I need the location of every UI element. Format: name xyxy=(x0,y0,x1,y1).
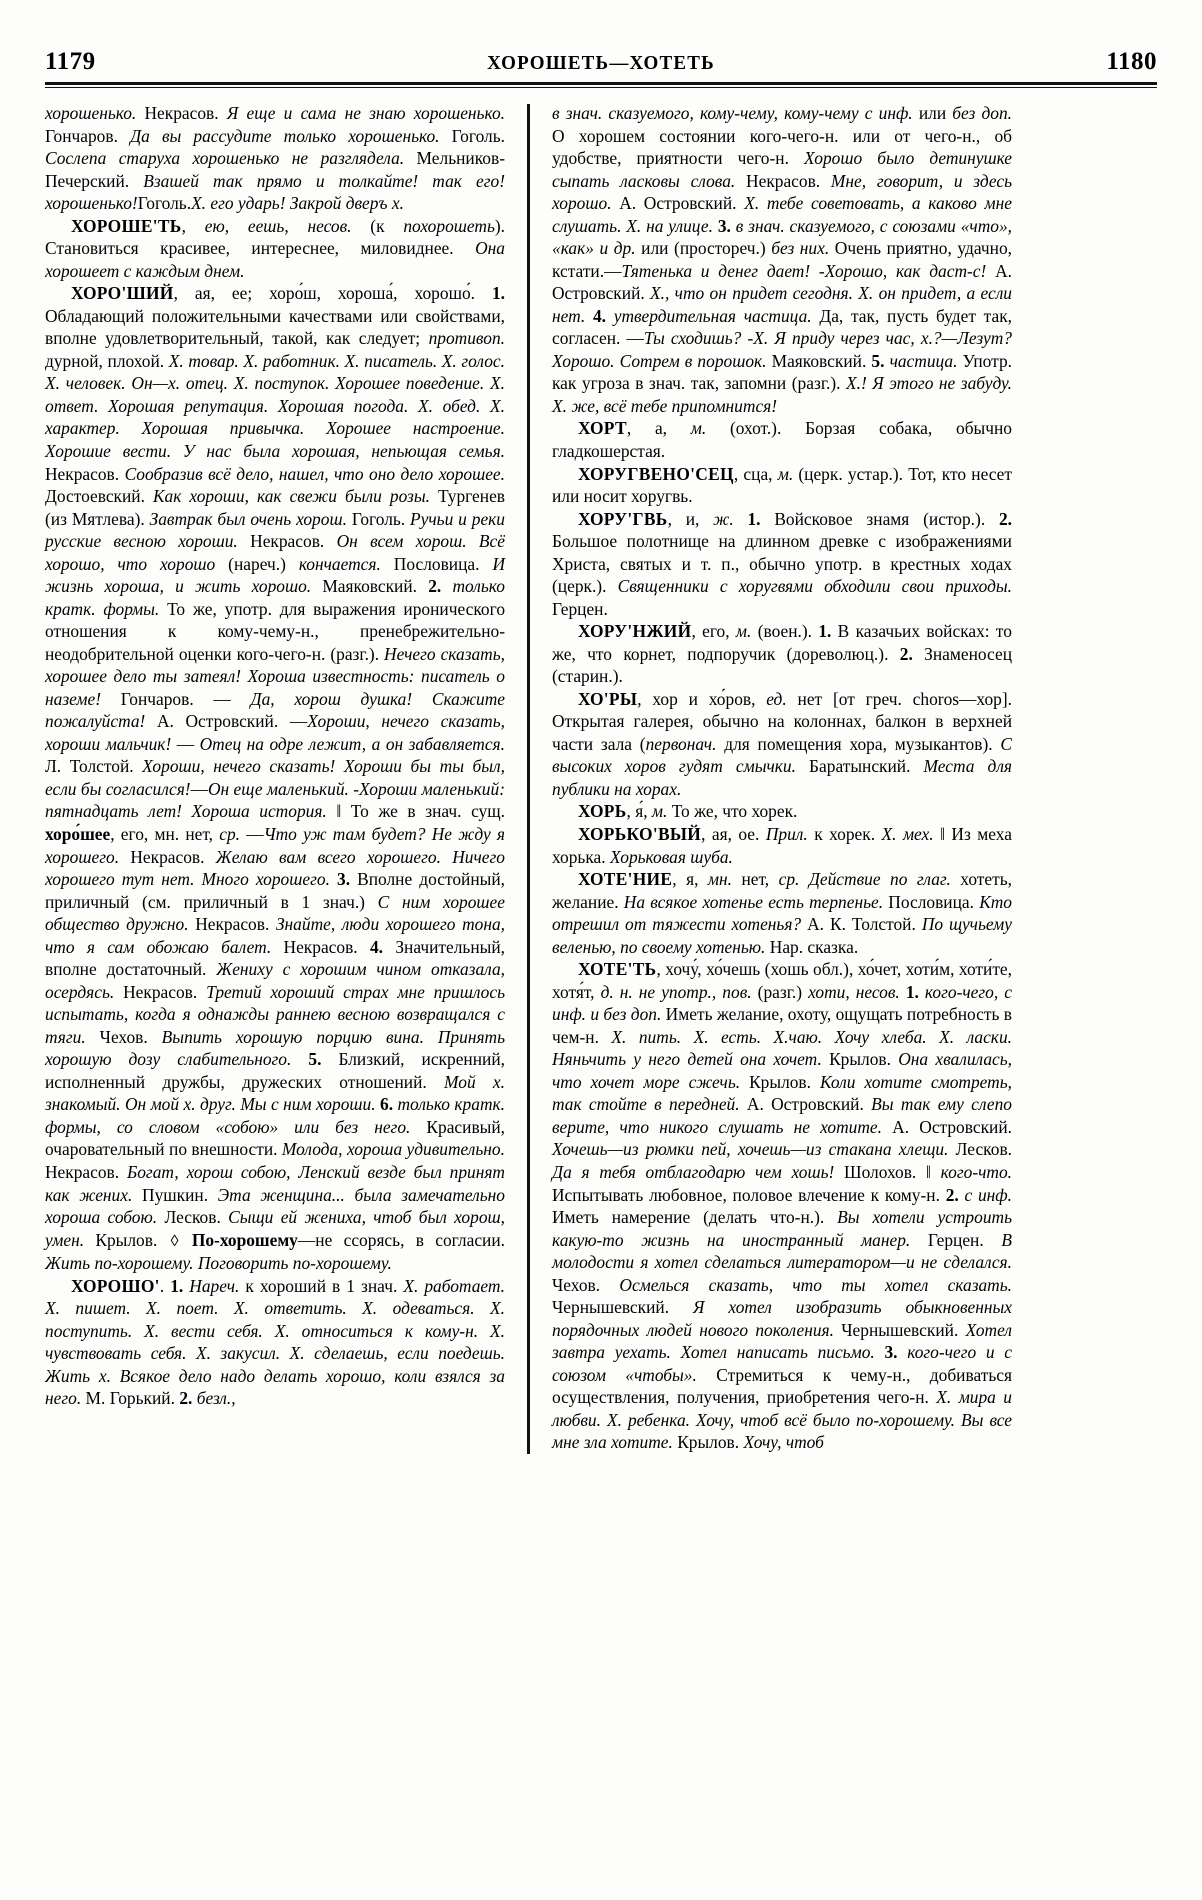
text-run: кончается. xyxy=(298,553,381,574)
text-run: Х.! Я этого не забуду. Х. же, всё тебе припомнится! xyxy=(552,373,1012,416)
text-run: Большое полотнище на длинном древке с изображениями Христа, святых и т. п., обычно употр. в крестных ходах (церк.). xyxy=(552,531,1012,597)
text-run: Пословица. xyxy=(380,553,493,574)
text-run: В молодости я хотел сделаться литератором—и не сделался. xyxy=(552,1229,1012,1273)
text-run: Сослепа старуха хорошенько не разглядела. xyxy=(45,148,405,169)
text-run: Близкий, искренний, исполненный дружбы, дружеских отношений. xyxy=(45,1049,505,1092)
headword: ХОРТ xyxy=(578,418,627,439)
text-run: С ним хорошее общество дружно. xyxy=(45,891,505,935)
text-run: ‖ Из меха хорька. xyxy=(552,824,1012,867)
text-run: Вы так ему слепо верите, что никого слушать не хотите. xyxy=(552,1094,1012,1137)
entry-continuation xyxy=(45,102,505,215)
text-run: С высоких хоров гудят смычки. xyxy=(552,733,1012,777)
text-run: Нечего сказать, хорошее дело ты затеял! Хороша известность: писатель о наземе! xyxy=(45,643,505,709)
text-run: (разг.) xyxy=(751,981,809,1002)
text-run: хоти, несов. xyxy=(808,981,900,1002)
text-run: Ручьи и реки русские весною хороши. xyxy=(45,508,505,552)
column-right xyxy=(530,102,1012,1454)
text-run: к хорек. xyxy=(807,824,882,844)
text-run: 1. xyxy=(491,283,505,304)
text-run: или (простореч.) xyxy=(635,238,772,259)
text-run: Желаю вам всего хорошего. Ничего хорошего тут нет. Много хорошего. xyxy=(45,846,505,890)
text-run: — xyxy=(190,778,208,799)
text-run: Хорошо было детинушке сыпать ласковы слова. xyxy=(552,148,1012,191)
text-run: Хороши, нечего сказать! Хороши бы ты был, если бы согласился! xyxy=(45,756,505,799)
text-run: ед. xyxy=(766,688,787,709)
text-run: с инф. xyxy=(964,1184,1012,1205)
text-run: 2. xyxy=(899,643,913,664)
dictionary-entry xyxy=(552,823,1012,868)
text-run: Мельников-Печерский. xyxy=(45,148,505,191)
text-run: Хочу, чтоб xyxy=(743,1432,824,1453)
text-run: Некрасов. xyxy=(45,1161,127,1182)
text-run: Мой х. знакомый. Он мой х. друг. Мы с ним хороши. xyxy=(45,1071,505,1115)
text-run: Лесков. xyxy=(948,1139,1013,1160)
text-run: А. Островский. xyxy=(739,1094,872,1115)
text-run: , хор и хо́ров, xyxy=(637,688,767,709)
text-run: Крылов. xyxy=(672,1432,744,1453)
text-run: , я́, xyxy=(626,801,652,822)
text-run: м. xyxy=(690,418,707,439)
folio-left: 1179 xyxy=(45,48,96,75)
text-run xyxy=(441,576,452,596)
text-run xyxy=(875,1342,885,1362)
text-run: для помещения хора, музыкантов). xyxy=(716,733,1001,754)
headword: ХОРОШЕ'ТЬ xyxy=(71,215,182,236)
dictionary-entry xyxy=(552,463,1012,508)
text-run: в знач. сказуемого, кому-чему, кому-чему с инф. xyxy=(552,103,913,123)
text-run: Сыщи ей жениха, чтоб был хорош, умен. xyxy=(45,1207,505,1250)
text-run: Вы хотели устроить какую-то жизнь на иностранный манер. xyxy=(552,1207,1012,1250)
text-run: Гончаров. — xyxy=(101,688,251,709)
text-run: Очень приятно, удачно, кстати.— xyxy=(552,238,1012,281)
header-rule xyxy=(45,82,1157,88)
text-run: Х. товар. Х. работник. Х. писатель. Х. голос. Х. человек. Он—х. отец. Х. поступок. Хорошее поведение. Х. ответ. Хорошая репутация. Хорошая погода. Х. обед. Х. характер. Хорошая привычка. Хорошее настроение. Хорошие вести. У нас была хорошая, непьющая семья. xyxy=(45,350,505,461)
text-run: В казачьих войсках: то же, что корнет, подпоручик (дореволюц.). xyxy=(552,621,1013,664)
text-run: Некрасов. xyxy=(237,531,337,552)
text-run: А. К. Толстой. xyxy=(801,914,922,935)
text-run: Сообразив всё дело, нашел, что оно дело хорошее. xyxy=(124,463,505,484)
text-run: Испытывать любовное, половое влечение к кому-н. xyxy=(552,1184,946,1205)
text-run: Обладающий положительными качествами или свойствами, вполне удовлетворительный, такой, как следует; xyxy=(45,305,505,349)
text-run: Х. его ударь! Закрой дверъ х. xyxy=(191,193,404,214)
lozenge-icon: ◊ xyxy=(170,1232,179,1250)
text-run: ср. xyxy=(219,824,241,844)
text-run: нет, xyxy=(732,869,779,890)
text-run: , ею, еешь, несов. xyxy=(181,215,352,236)
text-run: частица. xyxy=(889,350,958,371)
text-run: без доп. xyxy=(952,103,1012,123)
text-run: Крылов. xyxy=(740,1071,820,1092)
headword: ХО'РЫ xyxy=(578,688,638,709)
text-run: ‖ То же в знач. сущ. xyxy=(326,801,505,822)
text-run: Она хорошеет с каждым днем. xyxy=(45,238,505,281)
dictionary-entry xyxy=(552,800,1012,823)
text-run: Да я тебя отблагодарю чем хошь! xyxy=(552,1161,835,1182)
text-run xyxy=(898,1342,908,1362)
text-run: в знач. сказуемого, с союзами «что», «как» и др. xyxy=(552,215,1012,259)
text-run: 6. xyxy=(380,1094,394,1115)
text-run: без них. xyxy=(771,238,830,259)
text-run: Употр. как угроза в знач. так, запомни (разг.). xyxy=(552,350,1012,394)
text-run: О хорошем состоянии кого-чего-н. или от чего-н., об удобстве, приятности чего-н. xyxy=(552,125,1012,169)
text-run: 2. xyxy=(945,1184,959,1205)
text-run: Отец на одре лежит, а он забавляется. xyxy=(199,733,505,754)
text-run: Кто отрешил от тяжести хотенья? xyxy=(552,891,1012,935)
text-run: только кратк. формы, со словом «собою» или без него. xyxy=(45,1094,505,1137)
text-run: То же, употр. для выражения иронического отношения к кому-чему-н., пренебрежительно-неодобрительной оценки кого-чего-н. (разг.). xyxy=(45,598,506,664)
dictionary-entry xyxy=(45,1275,505,1410)
text-run: 1. xyxy=(905,981,919,1002)
text-run: Некрасов. xyxy=(45,463,125,484)
text-run: (нареч.) xyxy=(215,553,299,574)
text-run: Маяковский. xyxy=(311,576,429,597)
text-run: Знайте, люди хорошего тона, что я сам обожаю балет. xyxy=(45,914,505,957)
text-run: Х. работает. Х. пишет. Х. поет. Х. ответить. Х. одеваться. Х. поступить. Х. вести себя. Х. относиться к кому-н. Х. чувствовать себя. Х. закусил. Х. сделаешь, если поедешь. Жить х. Всякое дело надо делать хорошо, коли взялся за него. xyxy=(45,1275,506,1409)
text-run: Завтрак был очень хорош. xyxy=(149,508,347,529)
text-run: хорошенько. xyxy=(45,103,137,123)
text-run: Эта женщина... была замечательно хороша собою. xyxy=(45,1184,505,1228)
text-run: Он еще маленький. -Хороши маленький: пятнадцать лет! Хороша история. xyxy=(45,778,505,822)
text-run: , ая, ое. xyxy=(701,824,766,844)
headword: ХОРУ'НЖИЙ xyxy=(578,621,692,642)
text-run: То же, что хорек. xyxy=(667,801,798,822)
text-run: Действие по глаг. xyxy=(808,869,951,890)
text-run: м. xyxy=(777,463,794,484)
text-run: Я еще и сама не знаю хорошенько. xyxy=(226,103,505,123)
text-run: — xyxy=(171,733,200,754)
text-run: Коли хотите смотреть, так стойте в передней. xyxy=(552,1071,1012,1115)
text-run: Тятенька и денег дает! -Хорошо, как даст-с! xyxy=(621,260,987,281)
text-run: По щучьему веленью, по своему хотенью. xyxy=(552,914,1012,957)
text-run: Иметь желание, охоту, ощущать потребность в чем-н. xyxy=(552,1004,1012,1047)
text-run: Мне, говорит, и здесь хорошо. xyxy=(552,170,1012,214)
text-run: (к xyxy=(351,215,404,236)
headword: ХОТЕ'НИЕ xyxy=(578,869,673,890)
text-run: кого-чего, с инф. и без доп. xyxy=(552,981,1012,1025)
text-run: Ты сходишь? -Х. Я приду через час, х.?—Лезут? Хорошо. Сотрем в порошок. xyxy=(552,328,1012,371)
text-run: ж. xyxy=(713,508,734,529)
text-run: (охот.). Борзая собака, обычно гладкошерстая. xyxy=(552,418,1012,461)
text-run: Вполне достойный, приличный (см. приличный в 1 знач.) xyxy=(45,869,505,912)
text-run: Х. пить. Х. есть. Х.чаю. Хочу хлеба. Х. ласки. Няньчить у него детей она хочет. xyxy=(552,1026,1012,1070)
text-run: Крылов. xyxy=(821,1049,899,1070)
text-run: 5. xyxy=(308,1049,322,1070)
text-run: Молода, хороша удивительно. xyxy=(281,1139,505,1160)
headword: ХОРО'ШИЙ xyxy=(71,283,174,304)
dictionary-entry xyxy=(45,282,505,1275)
text-run: 1. xyxy=(170,1275,184,1296)
text-run: или xyxy=(912,103,953,123)
text-run: Я хотел изобразить обыкновенных порядочных людей нового поколения. xyxy=(552,1297,1012,1340)
text-run: Гоголь. xyxy=(137,193,192,214)
text-run: Пословица. xyxy=(883,891,980,912)
text-run: Она хвалилась, что хочет море сжечь. xyxy=(552,1049,1012,1092)
text-run: Маяковский. xyxy=(766,350,872,371)
text-run: И жизнь хороша, и жить хорошо. xyxy=(45,553,505,597)
text-run: Что уж там будет? Не жду я хорошего. xyxy=(45,824,505,867)
text-run: , я, xyxy=(672,869,708,890)
text-run: Чернышевский. xyxy=(833,1319,966,1340)
dictionary-entry xyxy=(552,417,1012,462)
column-left xyxy=(45,102,527,1454)
text-run: Нар. сказка. xyxy=(765,936,859,957)
text-run: Герцен. xyxy=(910,1229,1002,1250)
text-run: 3. xyxy=(337,869,351,890)
dictionary-entry xyxy=(552,688,1012,801)
text-run: Да, так, пусть будет так, согласен. — xyxy=(552,305,1012,349)
text-run: Да вы рассудите только хорошенько. xyxy=(130,125,440,146)
text-run: 1. xyxy=(818,621,832,642)
dictionary-entry xyxy=(552,620,1012,688)
text-run: Иметь намерение (делать что-н.). xyxy=(552,1207,838,1228)
text-run: 3. xyxy=(717,215,731,236)
text-run: Х. мира и любви. Х. ребенка. Хочу, чтоб всё было по-хорошему. Вы все мне зла хотите. xyxy=(552,1387,1012,1453)
text-run: Достоевский. xyxy=(45,486,153,507)
text-run: , его, xyxy=(691,621,736,642)
entry-continuation xyxy=(552,102,1012,417)
text-run: 4. xyxy=(369,936,384,957)
text-run: 2. xyxy=(179,1388,193,1409)
text-run: По-хорошему xyxy=(191,1229,298,1250)
text-run: кого-чего и с союзом «чтобы». xyxy=(552,1342,1013,1385)
text-run: 1. xyxy=(747,508,761,529)
text-run: На всякое хотенье есть терпенье. xyxy=(623,891,884,912)
running-head xyxy=(45,48,1157,82)
text-run: Красивый, очаровательный по внешности. xyxy=(45,1116,505,1160)
text-run: (церк. устар.). Тот, кто несет или носит хоругвь. xyxy=(552,463,1012,507)
text-run: м. xyxy=(735,621,752,642)
text-run: кого-что. xyxy=(940,1161,1013,1182)
text-run: противоп. xyxy=(428,328,505,349)
headword: ХОРУ'ГВЬ xyxy=(578,508,668,529)
text-run: 5. xyxy=(871,350,885,371)
text-run: Х., что он придет сегодня. Х. он придет, а если нет. xyxy=(552,283,1012,326)
text-run: похорошеть xyxy=(403,215,495,236)
text-run: Некрасов. xyxy=(136,103,227,123)
text-run: Шолохов. ‖ xyxy=(834,1161,941,1182)
headword: ХОРЬ xyxy=(578,801,627,822)
text-run: Хотел завтра уехать. Хотел написать письмо. xyxy=(552,1319,1012,1363)
text-run: Взашей так прямо и толкайте! так его! хорошенько! xyxy=(45,170,506,214)
text-run: нет [от греч. choros—хор]. Открытая галерея, обычно на колоннах, балкон в верхней части зала ( xyxy=(552,688,1012,754)
text-run: к хороший в 1 знач. xyxy=(239,1275,404,1296)
running-title: ХОРОШЕТЬ—ХОТЕТЬ xyxy=(487,52,715,75)
dictionary-entry xyxy=(552,958,1012,1454)
text-run: Да, хорош душка! Скажите пожалуйста! xyxy=(45,688,505,732)
text-run: Пушкин. xyxy=(132,1184,218,1205)
text-run: Гоголь. xyxy=(439,125,505,146)
headword: ХОРЬКО'ВЫЙ xyxy=(578,824,702,844)
text-run: , а, xyxy=(626,418,691,439)
text-run: Некрасов. xyxy=(271,936,370,957)
text-run: 3. xyxy=(884,1342,898,1363)
text-run: —не ссорясь, в согласии. xyxy=(297,1229,505,1250)
text-run: Х. мех. xyxy=(881,824,934,844)
text-run xyxy=(291,1049,308,1069)
text-run: Чехов. xyxy=(552,1274,620,1295)
text-run: Баратынский. xyxy=(795,756,924,777)
text-run xyxy=(330,869,337,889)
text-run: , и, xyxy=(667,508,714,529)
text-run: безл., xyxy=(196,1388,236,1409)
text-run: Крылов. xyxy=(84,1229,169,1250)
text-run: — xyxy=(240,824,264,844)
text-run: м. xyxy=(651,801,668,822)
text-run: Он всем хорош. Всё хорошо, что хорошо xyxy=(45,531,505,574)
text-run: д. н. не употр., пов. xyxy=(600,981,752,1002)
text-run: (воен.). xyxy=(751,621,819,642)
text-run: А. Островский. xyxy=(611,193,745,214)
text-run: Гончаров. xyxy=(45,125,131,146)
text-run: Богат, хорош собою, Ленский везде был принят как жених. xyxy=(45,1161,505,1205)
headword: ХОТЕ'ТЬ xyxy=(578,959,657,980)
headword: ХОРУГВЕНО'СЕЦ xyxy=(578,463,734,484)
text-run: дурной, плохой. xyxy=(45,350,169,371)
text-run: Л. Толстой. xyxy=(45,756,143,777)
text-run: Чехов. xyxy=(85,1026,162,1047)
text-run: Войсковое знамя (истор.). xyxy=(760,508,999,529)
dictionary-entry xyxy=(45,215,505,283)
text-run xyxy=(181,1230,192,1250)
text-run: Лесков. xyxy=(157,1207,229,1228)
dictionary-entry xyxy=(552,868,1012,958)
text-run: Прил. xyxy=(765,824,808,844)
text-run: Хочешь—из рюмки пей, хочешь—из стакана хлещи. xyxy=(552,1139,949,1160)
text-run: Некрасов. xyxy=(114,981,207,1002)
text-run: , его, мн. нет, xyxy=(110,824,220,844)
text-run: , сца, xyxy=(733,463,778,484)
text-run: Знаменосец (старин.). xyxy=(552,643,1013,687)
text-run: только кратк. формы. xyxy=(45,576,505,619)
text-run xyxy=(585,306,593,326)
text-run: Х. тебе советовать, а каково мне слушать. Х. на улице. xyxy=(552,193,1012,236)
text-run: Третий хороший страх мне пришлось испытать, когда я однажды раннею весною возвращался с тяги. xyxy=(45,981,505,1047)
text-run: А. Островский. — xyxy=(145,711,308,732)
text-run xyxy=(734,509,748,529)
text-run: ср. xyxy=(778,869,800,890)
text-run: Выпить хорошую порцию вина. Принять хорошую дозу слабительного. xyxy=(45,1026,505,1070)
text-run: Священники с хоругвями обходили свои приходы. xyxy=(617,576,1012,597)
text-run: Нареч. xyxy=(189,1275,240,1296)
text-run: Значительный, вполне достаточный. xyxy=(45,936,506,980)
text-run: 4. xyxy=(592,305,607,326)
text-run: первонач. xyxy=(645,733,717,754)
text-run xyxy=(606,306,614,326)
text-run: Некрасов. xyxy=(119,846,216,867)
folio-right: 1180 xyxy=(1106,48,1157,75)
text-run: ). Становиться красивее, интереснее, миловиднее. xyxy=(45,215,506,259)
text-run: Жениху с хорошим чином отказала, осердясь. xyxy=(45,959,505,1002)
text-run xyxy=(799,869,808,889)
text-run: Хороши, нечего сказать, хороши мальчик! xyxy=(45,711,505,754)
text-run: Осмелься сказать, что ты хотел сказать. xyxy=(619,1274,1012,1295)
text-run: мн. xyxy=(707,869,732,890)
text-run: , ая, ее; хоро́ш, хороша́, хорошо́. xyxy=(173,283,492,304)
text-run: Чернышевский. xyxy=(552,1297,694,1318)
text-run: утвердительная частица. xyxy=(613,305,812,326)
dictionary-entry xyxy=(552,508,1012,621)
text-run: хоро́шее xyxy=(45,824,111,844)
text-run: Герцен. xyxy=(552,598,608,619)
text-run: Гоголь. xyxy=(346,508,411,529)
text-run: хотеть, желание. xyxy=(552,869,1012,912)
headword: ХОРОШО' xyxy=(71,1275,160,1296)
text-run: Стремиться к чему-н., добиваться осуществления, получения, приобретения чего-н. xyxy=(552,1364,1012,1408)
text-run: Некрасов. xyxy=(188,914,276,935)
text-run: , хочу́, хо́чешь (хошь обл.), хо́чет, хоти́м, хоти́те, хотя́т, xyxy=(552,959,1012,1002)
text-run: М. Горький. xyxy=(81,1388,180,1409)
text-run: 2. xyxy=(998,508,1013,529)
text-run: А. Островский. xyxy=(552,260,1012,304)
text-run: Хорьковая шуба. xyxy=(609,846,733,867)
text-columns xyxy=(45,102,1157,1454)
text-run: Тургенев (из Мятлева). xyxy=(45,486,505,529)
text-run: Как хороши, как свежи были розы. xyxy=(153,486,430,507)
text-run: Жить по-хорошему. Поговорить по-хорошему. xyxy=(45,1253,392,1274)
text-run: Места для публики на хорах. xyxy=(552,756,1012,799)
text-run: Некрасов. xyxy=(735,170,831,191)
text-run: А. Островский. xyxy=(882,1116,1012,1137)
text-run: 2. xyxy=(428,576,442,597)
text-run: . xyxy=(159,1275,171,1296)
